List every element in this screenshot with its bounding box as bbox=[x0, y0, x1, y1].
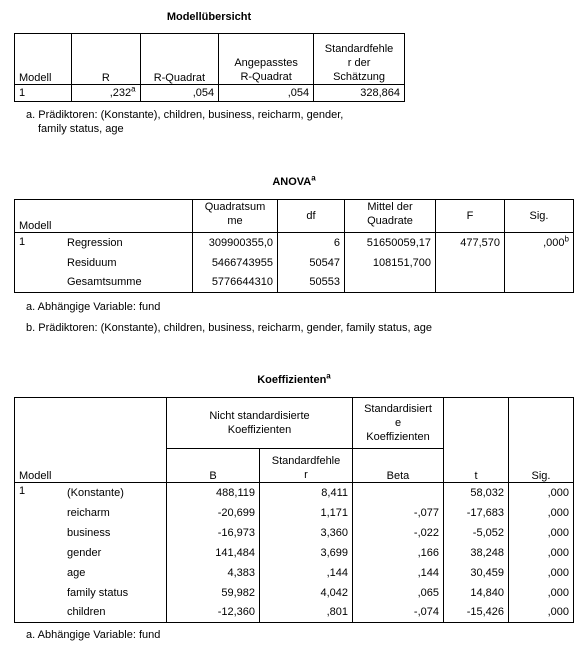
anova-label bbox=[63, 273, 193, 293]
coef-beta bbox=[353, 563, 444, 583]
header-adj-r2 bbox=[219, 34, 314, 85]
cell-r bbox=[72, 85, 140, 102]
coef-sig bbox=[509, 503, 574, 523]
coef-t-text: 38,248 bbox=[470, 546, 504, 559]
anova-ms-text: 51650059,17 bbox=[366, 236, 431, 249]
header-std-error-line2: r der bbox=[347, 57, 371, 69]
coef-t-text: 14,840 bbox=[470, 586, 504, 599]
coef-b-text: 141,484 bbox=[215, 546, 255, 559]
coef-header-model-text: Modell bbox=[19, 470, 52, 482]
coef-t bbox=[444, 583, 509, 603]
coef-beta-text: ,166 bbox=[417, 546, 439, 559]
coef-se-text: ,144 bbox=[326, 566, 348, 579]
anova-df bbox=[278, 253, 345, 273]
header-adj-r2-line1: Angepasstes bbox=[234, 57, 298, 69]
coef-se bbox=[260, 603, 353, 623]
anova-header-ms-line2: Quadrate bbox=[367, 215, 413, 227]
anova-model-number-text: 1 bbox=[19, 236, 26, 248]
anova-header-row bbox=[15, 200, 574, 233]
coef-sig-text: ,000 bbox=[547, 546, 569, 559]
header-std-error bbox=[314, 34, 405, 85]
anova-sig bbox=[505, 273, 574, 293]
coef-b-text: -12,360 bbox=[217, 606, 255, 619]
coef-header-sig-text: Sig. bbox=[531, 470, 551, 482]
coef-t bbox=[444, 543, 509, 563]
coef-sig-text: ,000 bbox=[547, 506, 569, 519]
coef-beta-text: ,144 bbox=[417, 566, 439, 579]
anova-note-a bbox=[26, 300, 160, 314]
anova-header-f-text: F bbox=[466, 210, 474, 222]
cell-r2-text: ,054 bbox=[192, 87, 215, 99]
header-std-error-line1: Standardfehle bbox=[324, 43, 394, 55]
coef-label-text: age bbox=[67, 566, 86, 579]
cell-model bbox=[15, 85, 72, 102]
coef-label bbox=[63, 563, 167, 583]
cell-r-text: ,232 bbox=[109, 87, 132, 99]
coef-label bbox=[63, 583, 167, 603]
coef-t-text: 30,459 bbox=[470, 566, 504, 579]
coef-b bbox=[167, 603, 260, 623]
coef-se bbox=[260, 583, 353, 603]
anova-note-b-text: b. Prädiktoren: (Konstante), children, business, reicharm, gender, family status, age bbox=[26, 322, 432, 334]
model-summary-note-line1: a. Prädiktoren: (Konstante), children, business, reicharm, gender, bbox=[26, 109, 344, 121]
anova-label bbox=[63, 253, 193, 273]
coef-header-unstd-line2: Koeffizienten bbox=[227, 424, 292, 436]
coef-b-text: 4,383 bbox=[227, 566, 255, 579]
anova-header-f bbox=[436, 200, 505, 233]
anova-df bbox=[278, 273, 345, 293]
anova-header-model bbox=[15, 200, 193, 233]
coef-beta-text: -,022 bbox=[413, 526, 439, 539]
table-row bbox=[15, 583, 574, 603]
table-row bbox=[15, 563, 574, 583]
anova-f-text: 477,570 bbox=[460, 236, 500, 249]
anova-title bbox=[14, 173, 574, 188]
coef-label bbox=[63, 603, 167, 623]
table-row bbox=[15, 523, 574, 543]
coef-sig-text: ,000 bbox=[547, 586, 569, 599]
coef-b bbox=[167, 503, 260, 523]
coef-t bbox=[444, 483, 509, 503]
coef-header-beta bbox=[353, 449, 444, 483]
coef-se bbox=[260, 483, 353, 503]
coef-sig bbox=[509, 563, 574, 583]
coef-sig-text: ,000 bbox=[547, 526, 569, 539]
header-model bbox=[15, 34, 72, 85]
coef-b bbox=[167, 483, 260, 503]
coef-label-text: business bbox=[67, 526, 111, 539]
coef-label bbox=[63, 503, 167, 523]
cell-r-footnote: a bbox=[131, 84, 136, 94]
anova-ss-text: 5776644310 bbox=[211, 276, 273, 289]
header-model-text: Modell bbox=[19, 72, 52, 84]
coef-b-text: -16,973 bbox=[217, 526, 255, 539]
coef-t-text: -17,683 bbox=[466, 506, 504, 519]
coef-header-b-text: B bbox=[209, 470, 217, 482]
anova-note-a-text: a. Abhängige Variable: fund bbox=[26, 301, 161, 313]
model-summary-title bbox=[14, 11, 404, 23]
coef-t bbox=[444, 503, 509, 523]
coef-sig bbox=[509, 603, 574, 623]
header-r2 bbox=[140, 34, 219, 85]
coef-model-number-text: 1 bbox=[19, 485, 26, 497]
anova-ss bbox=[193, 253, 278, 273]
coef-se bbox=[260, 523, 353, 543]
coef-t bbox=[444, 603, 509, 623]
model-summary-title-text: Modellübersicht bbox=[166, 11, 252, 23]
coef-header-std bbox=[353, 398, 444, 449]
coef-se-text: 3,699 bbox=[320, 546, 348, 559]
coef-header-std-line3: Koeffizienten bbox=[366, 431, 430, 443]
coef-beta bbox=[353, 483, 444, 503]
coef-b bbox=[167, 563, 260, 583]
coef-header-se-line1: Standardfehle bbox=[271, 455, 341, 467]
anova-header-ss-line2: me bbox=[227, 215, 243, 227]
coefficients-note-a-text: a. Abhängige Variable: fund bbox=[26, 629, 161, 641]
coef-se bbox=[260, 503, 353, 523]
coef-t-text: -15,426 bbox=[466, 606, 504, 619]
table-row bbox=[15, 543, 574, 563]
coef-sig bbox=[509, 523, 574, 543]
coef-header-se bbox=[260, 449, 353, 483]
coef-sig-text: ,000 bbox=[547, 606, 569, 619]
anova-sig-footnote: b bbox=[564, 234, 569, 244]
coef-sig bbox=[509, 483, 574, 503]
anova-label bbox=[63, 233, 193, 253]
coef-header-std-line2: e bbox=[394, 417, 402, 429]
coef-t bbox=[444, 523, 509, 543]
coef-header-b bbox=[167, 449, 260, 483]
anova-f bbox=[436, 253, 505, 273]
cell-std-error-text: 328,864 bbox=[360, 87, 400, 99]
coef-beta-text: ,065 bbox=[417, 586, 439, 599]
coef-label bbox=[63, 543, 167, 563]
coef-beta bbox=[353, 603, 444, 623]
anova-header-sig-text: Sig. bbox=[529, 210, 549, 222]
anova-label-text: Residuum bbox=[67, 256, 117, 269]
anova-header-ms bbox=[345, 200, 436, 233]
coef-beta-text: -,077 bbox=[413, 506, 439, 519]
coef-se-text: 3,360 bbox=[320, 526, 348, 539]
anova-f bbox=[436, 233, 505, 253]
anova-row-residual bbox=[15, 253, 574, 273]
coef-label-text: gender bbox=[67, 546, 102, 559]
coef-se-text: 8,411 bbox=[321, 486, 348, 499]
cell-model-text: 1 bbox=[19, 87, 26, 99]
anova-title-text: ANOVA bbox=[272, 176, 312, 188]
coef-header-unstd bbox=[167, 398, 353, 449]
coef-sig-text: ,000 bbox=[547, 566, 569, 579]
coef-header-unstd-line1: Nicht standardisierte bbox=[209, 410, 310, 422]
anova-header-ss bbox=[193, 200, 278, 233]
coef-beta bbox=[353, 523, 444, 543]
anova-sig bbox=[505, 233, 574, 253]
anova-label-text: Gesamtsumme bbox=[67, 276, 142, 289]
coef-label bbox=[63, 523, 167, 543]
coefficients-title-text: Koeffizienten bbox=[257, 374, 327, 386]
anova-df-text: 50547 bbox=[309, 256, 340, 269]
coef-header-beta-text: Beta bbox=[386, 470, 410, 482]
model-summary-data-row bbox=[15, 85, 405, 102]
anova-header-model-text: Modell bbox=[19, 220, 52, 232]
coef-header-std-line1: Standardisiert bbox=[364, 403, 432, 415]
coef-label-text: family status bbox=[67, 586, 129, 599]
header-r bbox=[72, 34, 140, 85]
anova-model-number bbox=[15, 233, 64, 293]
coef-beta bbox=[353, 503, 444, 523]
anova-ms bbox=[345, 233, 436, 253]
anova-ss bbox=[193, 233, 278, 253]
coef-se bbox=[260, 543, 353, 563]
anova-header-ss-line1: Quadratsum bbox=[204, 201, 266, 213]
coef-label-text: (Konstante) bbox=[67, 486, 124, 499]
coef-b bbox=[167, 543, 260, 563]
anova-header-sig bbox=[505, 200, 574, 233]
anova-header-df bbox=[278, 200, 345, 233]
anova-f bbox=[436, 273, 505, 293]
coefficients-table bbox=[14, 397, 574, 623]
coef-sig bbox=[509, 583, 574, 603]
coefficients-header-row-1 bbox=[15, 398, 574, 449]
anova-label-text: Regression bbox=[67, 236, 123, 249]
coef-t bbox=[444, 563, 509, 583]
model-summary-header-row bbox=[15, 34, 405, 85]
header-adj-r2-line2: R-Quadrat bbox=[240, 71, 292, 83]
coef-beta bbox=[353, 583, 444, 603]
coef-se-text: ,801 bbox=[326, 606, 348, 619]
anova-df-text: 6 bbox=[333, 236, 340, 249]
anova-df bbox=[278, 233, 345, 253]
header-r-text: R bbox=[101, 72, 110, 84]
model-summary-note-line2: family status, age bbox=[38, 123, 124, 135]
table-row bbox=[15, 603, 574, 623]
anova-df-text: 50553 bbox=[309, 276, 340, 289]
coef-header-model bbox=[15, 398, 167, 483]
coefficients-title bbox=[14, 371, 574, 386]
anova-ss bbox=[193, 273, 278, 293]
anova-table bbox=[14, 199, 574, 293]
table-row bbox=[15, 503, 574, 523]
coef-b-text: -20,699 bbox=[217, 506, 255, 519]
cell-r2 bbox=[140, 85, 219, 102]
coef-se-text: 4,042 bbox=[320, 586, 348, 599]
anova-note-b bbox=[26, 321, 432, 335]
anova-row-regression bbox=[15, 233, 574, 253]
coef-se bbox=[260, 563, 353, 583]
coef-header-sig bbox=[509, 398, 574, 483]
coef-sig-text: ,000 bbox=[547, 486, 569, 499]
cell-std-error bbox=[314, 85, 405, 102]
coef-b bbox=[167, 583, 260, 603]
anova-sig bbox=[505, 253, 574, 273]
coef-label bbox=[63, 483, 167, 503]
anova-row-total bbox=[15, 273, 574, 293]
coef-beta bbox=[353, 543, 444, 563]
cell-adj-r2 bbox=[219, 85, 314, 102]
anova-ms bbox=[345, 253, 436, 273]
coef-beta-text: -,074 bbox=[413, 606, 439, 619]
coef-label-text: children bbox=[67, 606, 106, 619]
coef-b bbox=[167, 523, 260, 543]
coef-header-t-text: t bbox=[474, 470, 478, 482]
coef-model-number bbox=[15, 483, 64, 623]
coef-label-text: reicharm bbox=[67, 506, 110, 519]
coef-t-text: -5,052 bbox=[472, 526, 504, 539]
anova-header-ms-line1: Mittel der bbox=[367, 201, 413, 213]
coef-b-text: 488,119 bbox=[216, 486, 255, 499]
model-summary-note bbox=[26, 108, 343, 136]
anova-ss-text: 309900355,0 bbox=[208, 236, 273, 249]
coefficients-title-footnote: a bbox=[326, 371, 331, 381]
cell-adj-r2-text: ,054 bbox=[287, 87, 310, 99]
coef-header-se-line2: r bbox=[304, 469, 308, 481]
anova-ms bbox=[345, 273, 436, 293]
coef-b-text: 59,982 bbox=[221, 586, 255, 599]
table-row bbox=[15, 483, 574, 503]
coef-t-text: 58,032 bbox=[470, 486, 504, 499]
header-r2-text: R-Quadrat bbox=[153, 72, 206, 84]
header-std-error-line3: Schätzung bbox=[333, 71, 386, 83]
anova-header-df-text: df bbox=[306, 210, 316, 222]
coef-header-t bbox=[444, 398, 509, 483]
coef-sig bbox=[509, 543, 574, 563]
coef-se-text: 1,171 bbox=[320, 506, 348, 519]
model-summary-table bbox=[14, 33, 405, 102]
anova-ss-text: 5466743955 bbox=[211, 256, 273, 269]
coefficients-note-a bbox=[26, 628, 160, 642]
anova-sig-text: ,000 bbox=[543, 236, 565, 249]
anova-title-footnote: a bbox=[311, 173, 316, 183]
anova-ms-text: 108151,700 bbox=[372, 256, 431, 269]
